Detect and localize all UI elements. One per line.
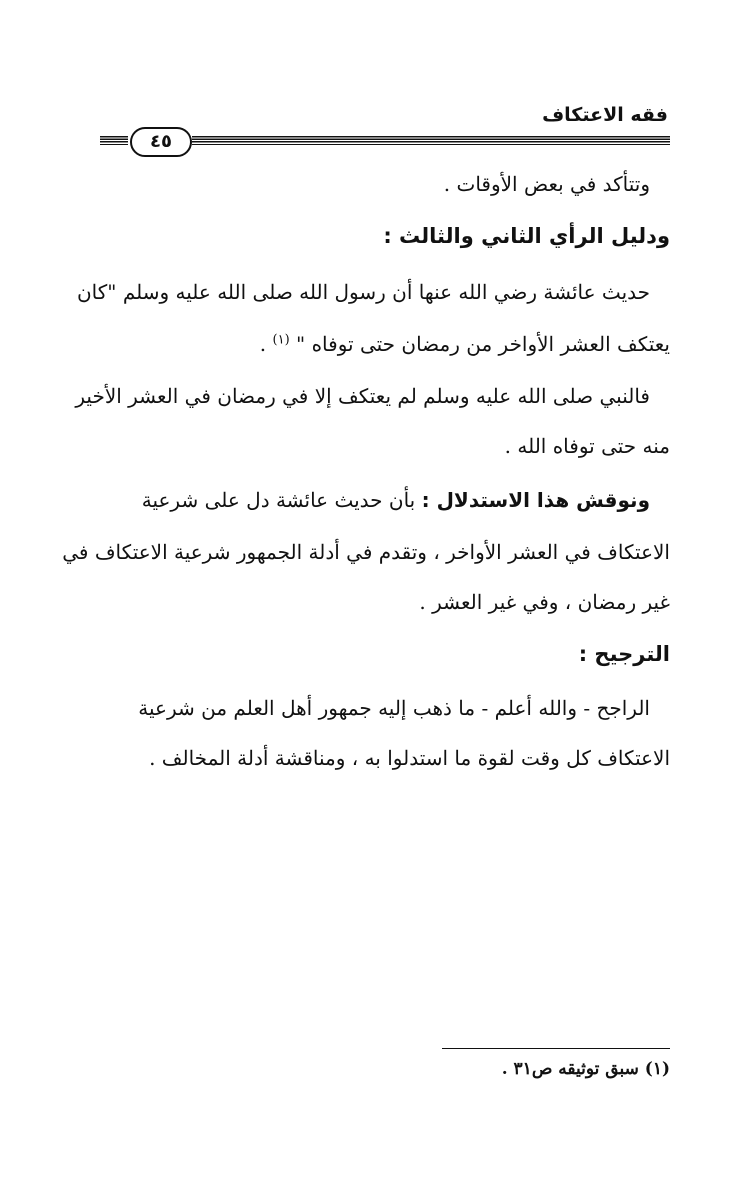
section-heading-evidence: ودليل الرأي الثاني والثالث :: [383, 224, 670, 248]
text-span: .: [259, 332, 267, 356]
text-line: الراجح - والله أعلم - ما ذهب إليه جمهور أهل العلم من شرعية: [138, 696, 650, 720]
text-line: [103, 488, 650, 512]
header-rule: [100, 126, 670, 156]
header-rule-left-segment: [100, 136, 128, 145]
footnote: (١) سبق توثيقه ص٣١ .: [501, 1059, 670, 1079]
text-span: يعتكف العشر الأواخر من رمضان حتى توفاه ": [296, 332, 670, 356]
text-line: [103, 332, 670, 356]
text-line: غير رمضان ، وفي غير العشر .: [419, 590, 670, 614]
section-heading-preference: الترجيح :: [578, 642, 670, 666]
page-number: ٤٥: [130, 127, 192, 157]
header-rule-right-segment: [192, 136, 670, 145]
text-line: فالنبي صلى الله عليه وسلم لم يعتكف إلا في رمضان في العشر الأخير: [75, 384, 650, 408]
running-title: فقه الاعتكاف: [542, 104, 668, 126]
footnote-separator: [442, 1048, 670, 1049]
text-line: منه حتى توفاه الله .: [504, 434, 670, 458]
text-line: الاعتكاف كل وقت لقوة ما استدلوا به ، ومناقشة أدلة المخالف .: [149, 746, 670, 770]
text-line: الاعتكاف في العشر الأواخر ، وتقدم في أدلة الجمهور شرعية الاعتكاف في: [62, 540, 670, 564]
text-line: حديث عائشة رضي الله عنها أن رسول الله صلى الله عليه وسلم "كان: [76, 280, 650, 304]
discussion-lead: ونوقش هذا الاستدلال :: [421, 488, 650, 512]
text-span: بأن حديث عائشة دل على شرعية: [141, 488, 416, 512]
footnote-reference: (١): [272, 332, 290, 348]
text-line: وتتأكد في بعض الأوقات .: [443, 172, 650, 196]
